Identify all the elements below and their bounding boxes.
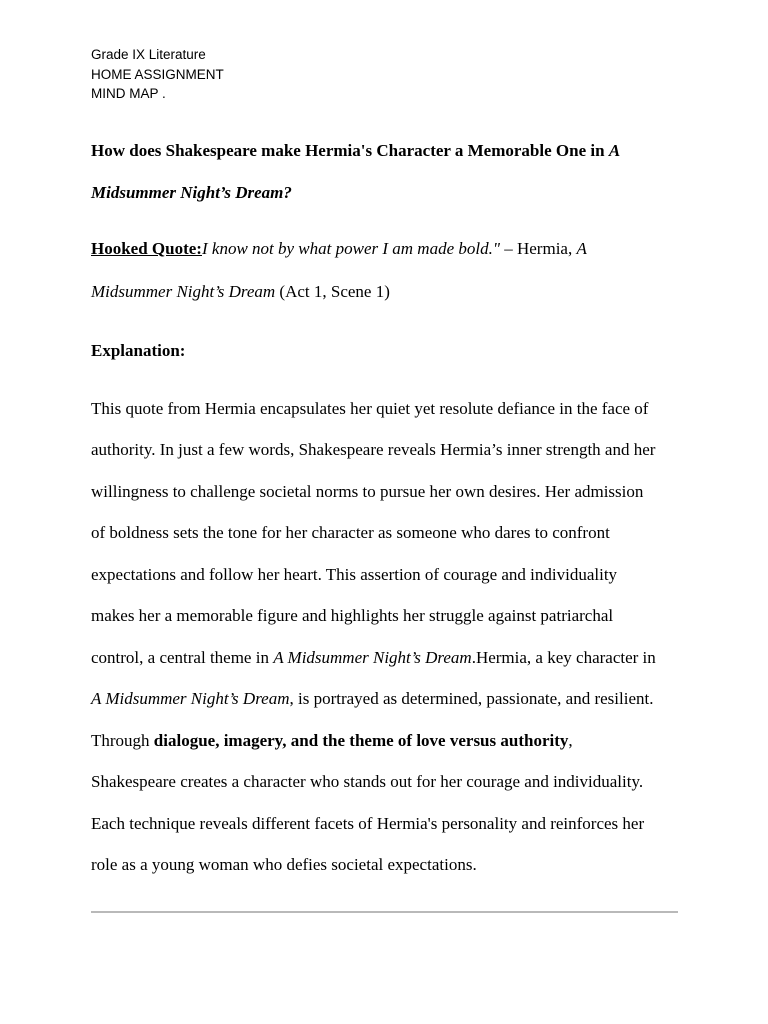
explanation-line: expectations and follow her heart. This assertion of courage and individuality (91, 565, 618, 584)
course-label: Grade IX Literature (91, 47, 206, 62)
question-text: How does Shakespeare make Hermia's Character a Memorable One in (91, 141, 609, 160)
question-line-2 (91, 182, 292, 204)
explanation-line (91, 730, 573, 752)
question-title-start: A (608, 141, 621, 160)
explanation-line: Each technique reveals different facets of Hermia's personality and reinforces her (91, 814, 645, 833)
hook-line-1 (91, 238, 587, 260)
play-title: A Midsummer Night’s Dream (273, 648, 472, 667)
question-title-end: Midsummer Night’s Dream? (91, 183, 292, 202)
explanation-line: makes her a memorable figure and highlights her struggle against patriarchal (91, 606, 614, 625)
explanation-text: .Hermia, a key character in (471, 648, 656, 667)
hook-attribution: – Hermia, (499, 239, 577, 258)
hook-location: (Act 1, Scene 1) (275, 282, 390, 301)
hook-line-2 (91, 281, 390, 303)
hook-label: Hooked Quote: (91, 239, 202, 258)
explanation-line (91, 647, 656, 669)
explanation-text: , (568, 731, 573, 750)
assignment-label: HOME ASSIGNMENT (91, 66, 224, 82)
explanation-text: Through (91, 731, 154, 750)
question-line-1 (91, 140, 620, 162)
hook-work-start: A (576, 239, 587, 258)
hook-work-end: Midsummer Night’s Dream (91, 282, 276, 301)
explanation-heading: Explanation: (91, 341, 186, 360)
horizontal-divider (91, 911, 678, 913)
explanation-line: role as a young woman who defies societal expectations. (91, 855, 477, 874)
assignment-type-label: MIND MAP . (91, 86, 166, 101)
techniques-list: dialogue, imagery, and the theme of love versus authority (153, 731, 569, 750)
explanation-line: This quote from Hermia encapsulates her quiet yet resolute defiance in the face of (91, 399, 649, 418)
explanation-line: authority. In just a few words, Shakespeare reveals Hermia’s inner strength and her (91, 440, 656, 459)
explanation-line: willingness to challenge societal norms to pursue her own desires. Her admission (91, 482, 644, 501)
play-title: A Midsummer Night’s Dream (91, 689, 290, 708)
explanation-line (91, 688, 653, 710)
explanation-line: of boldness sets the tone for her character as someone who dares to confront (91, 523, 610, 542)
document-header (91, 45, 224, 104)
explanation-text: control, a central theme in (91, 648, 274, 667)
explanation-text: , is portrayed as determined, passionate, and resilient. (289, 689, 654, 708)
explanation-line: Shakespeare creates a character who stands out for her courage and individuality. (91, 772, 644, 791)
hook-quote: I know not by what power I am made bold." (201, 239, 500, 258)
